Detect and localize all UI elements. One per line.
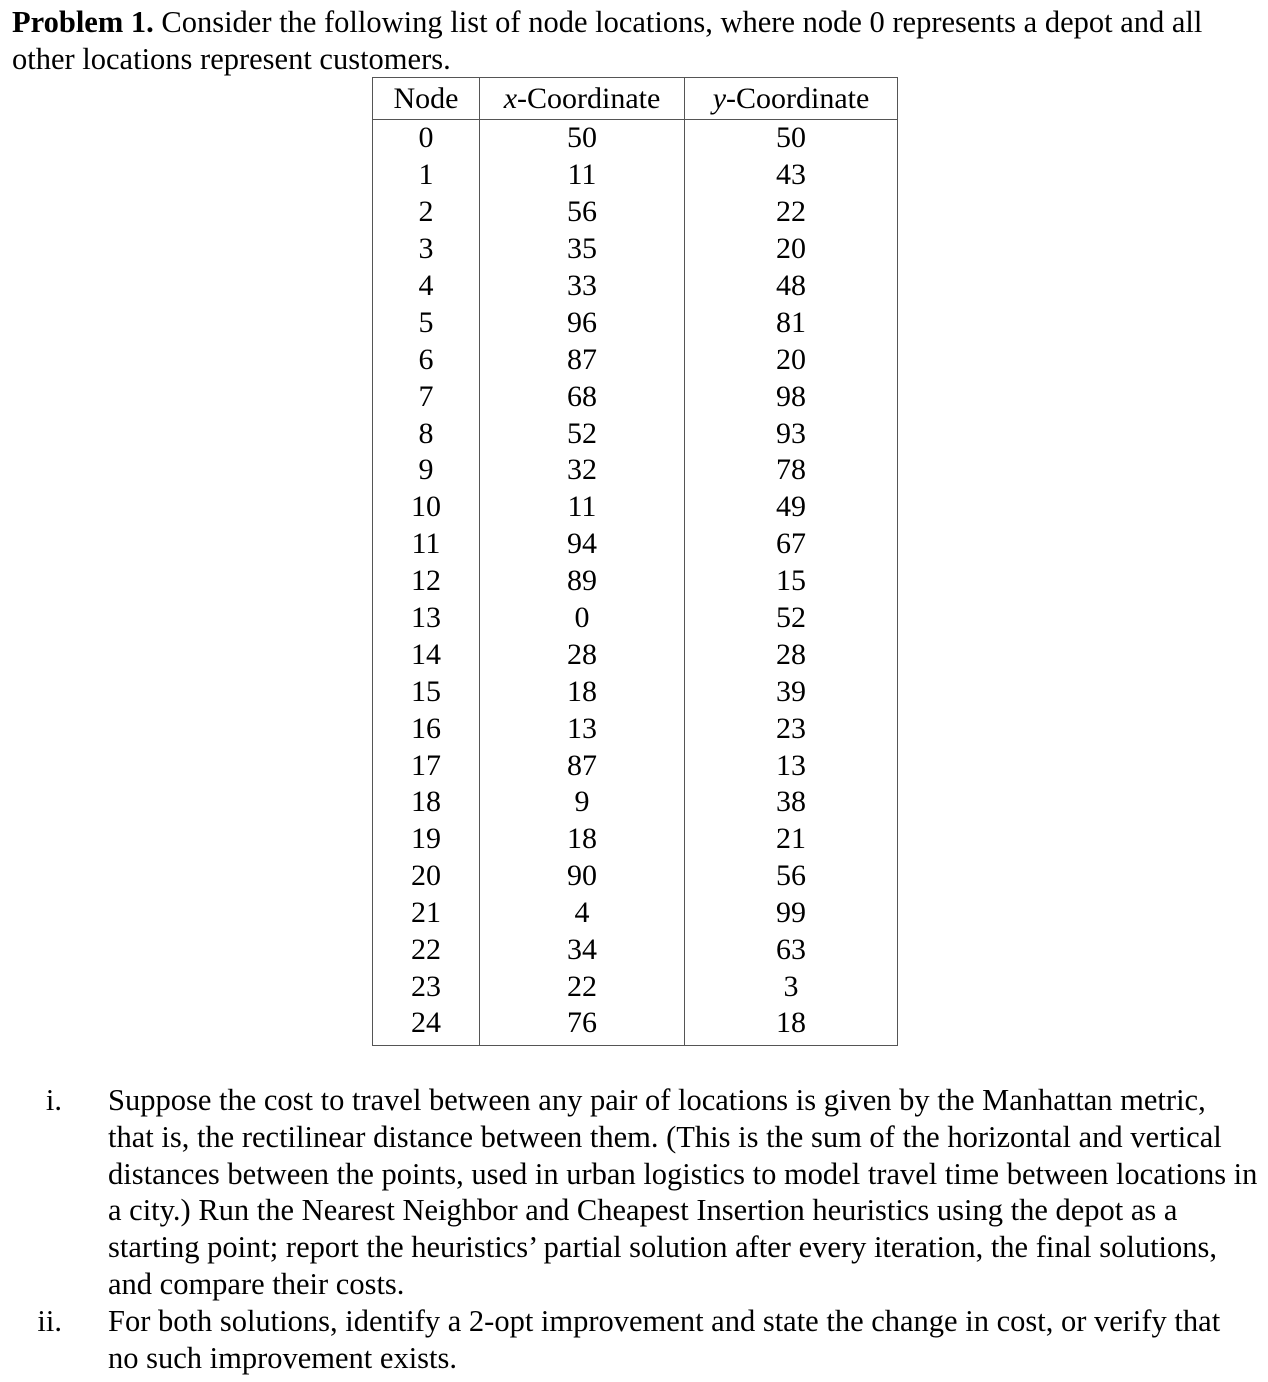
question-ii [0,1303,1258,1377]
problem-statement [12,4,1257,78]
cell-node: 17 [373,747,480,784]
table-row [373,747,898,784]
header-y-var: y [712,81,727,115]
table-row [373,304,898,341]
table-body [373,120,898,1046]
table-row [373,157,898,194]
table-row [373,821,898,858]
header-x-coordinate [480,78,685,120]
question-text: Suppose the cost to travel between any pair of locations is given by the Manhattan metric, that is, the rectilinear distance between them. (This is the sum of the horizontal and vertical distances between the points, used in urban logistics to model travel time between locations in a city.) Run the Nearest Neighbor and Cheapest Insertion heuristics using the depot as a starting point; report the heuristics’ partial solution after every iteration, the final solutions, and compare their costs. [108,1083,1258,1301]
cell-x-coordinate: 13 [480,710,685,747]
table-row [373,489,898,526]
question-i [0,1082,1258,1303]
cell-node: 21 [373,895,480,932]
cell-x-coordinate: 76 [480,1005,685,1046]
cell-y-coordinate: 21 [685,821,898,858]
cell-x-coordinate: 0 [480,600,685,637]
table-row [373,895,898,932]
cell-x-coordinate: 32 [480,452,685,489]
cell-node: 6 [373,341,480,378]
cell-x-coordinate: 22 [480,968,685,1005]
cell-node: 22 [373,932,480,969]
table-row [373,268,898,305]
cell-node: 15 [373,673,480,710]
cell-x-coordinate: 34 [480,932,685,969]
question-marker: i. [45,1083,62,1117]
cell-node: 13 [373,600,480,637]
table-row [373,526,898,563]
question-marker: ii. [37,1303,62,1338]
cell-x-coordinate: 18 [480,821,685,858]
cell-x-coordinate: 52 [480,415,685,452]
table-row [373,600,898,637]
table-row [373,415,898,452]
cell-node: 4 [373,268,480,305]
cell-x-coordinate: 4 [480,895,685,932]
cell-x-coordinate: 87 [480,341,685,378]
table-header-row [373,78,898,120]
cell-node: 16 [373,710,480,747]
cell-node: 3 [373,231,480,268]
cell-y-coordinate: 20 [685,341,898,378]
cell-x-coordinate: 94 [480,526,685,563]
cell-y-coordinate: 63 [685,932,898,969]
cell-y-coordinate: 99 [685,895,898,932]
header-x-var: x [503,81,518,115]
table-row [373,784,898,821]
cell-x-coordinate: 35 [480,231,685,268]
cell-y-coordinate: 52 [685,600,898,637]
cell-y-coordinate: 50 [685,120,898,157]
cell-y-coordinate: 56 [685,858,898,895]
cell-y-coordinate: 18 [685,1005,898,1046]
cell-x-coordinate: 11 [480,157,685,194]
cell-y-coordinate: 48 [685,268,898,305]
cell-x-coordinate: 68 [480,378,685,415]
cell-node: 0 [373,120,480,157]
cell-node: 24 [373,1005,480,1046]
cell-node: 20 [373,858,480,895]
cell-x-coordinate: 11 [480,489,685,526]
cell-node: 10 [373,489,480,526]
header-y-coordinate [685,78,898,120]
table-row [373,120,898,157]
cell-x-coordinate: 89 [480,563,685,600]
table-row [373,1005,898,1046]
cell-node: 23 [373,968,480,1005]
table-row [373,194,898,231]
table-row [373,231,898,268]
cell-y-coordinate: 13 [685,747,898,784]
cell-x-coordinate: 56 [480,194,685,231]
cell-y-coordinate: 23 [685,710,898,747]
table-row [373,563,898,600]
cell-node: 2 [373,194,480,231]
table-row [373,932,898,969]
cell-y-coordinate: 38 [685,784,898,821]
cell-x-coordinate: 90 [480,858,685,895]
cell-node: 1 [373,157,480,194]
cell-node: 14 [373,636,480,673]
header-x-text: -Coordinate [517,81,661,115]
table-row [373,341,898,378]
cell-y-coordinate: 15 [685,563,898,600]
cell-x-coordinate: 33 [480,268,685,305]
header-y-text: -Coordinate [726,81,870,115]
cell-node: 19 [373,821,480,858]
cell-y-coordinate: 3 [685,968,898,1005]
cell-node: 18 [373,784,480,821]
table-row [373,968,898,1005]
cell-x-coordinate: 9 [480,784,685,821]
table-row [373,636,898,673]
cell-y-coordinate: 43 [685,157,898,194]
cell-y-coordinate: 67 [685,526,898,563]
cell-node: 7 [373,378,480,415]
table-row [373,378,898,415]
cell-x-coordinate: 28 [480,636,685,673]
questions-list [0,1082,1268,1376]
cell-node: 5 [373,304,480,341]
cell-x-coordinate: 18 [480,673,685,710]
cell-y-coordinate: 22 [685,194,898,231]
cell-x-coordinate: 96 [480,304,685,341]
cell-y-coordinate: 49 [685,489,898,526]
cell-x-coordinate: 50 [480,120,685,157]
cell-x-coordinate: 87 [480,747,685,784]
table-row [373,858,898,895]
table-row [373,710,898,747]
problem-label: Problem 1. [12,5,154,39]
cell-y-coordinate: 93 [685,415,898,452]
problem-intro-text: Consider the following list of node locations, where node 0 represents a depot and all other locations represent customers. [12,5,1203,76]
table-row [373,452,898,489]
cell-node: 11 [373,526,480,563]
cell-y-coordinate: 98 [685,378,898,415]
cell-y-coordinate: 81 [685,304,898,341]
header-node: Node [373,78,480,120]
cell-y-coordinate: 78 [685,452,898,489]
cell-y-coordinate: 28 [685,636,898,673]
question-text: For both solutions, identify a 2-opt improvement and state the change in cost, or verify that no such improvement exists. [108,1303,1221,1375]
cell-node: 12 [373,563,480,600]
cell-node: 9 [373,452,480,489]
node-locations-table [372,77,898,1046]
cell-y-coordinate: 39 [685,673,898,710]
cell-y-coordinate: 20 [685,231,898,268]
table-row [373,673,898,710]
cell-node: 8 [373,415,480,452]
